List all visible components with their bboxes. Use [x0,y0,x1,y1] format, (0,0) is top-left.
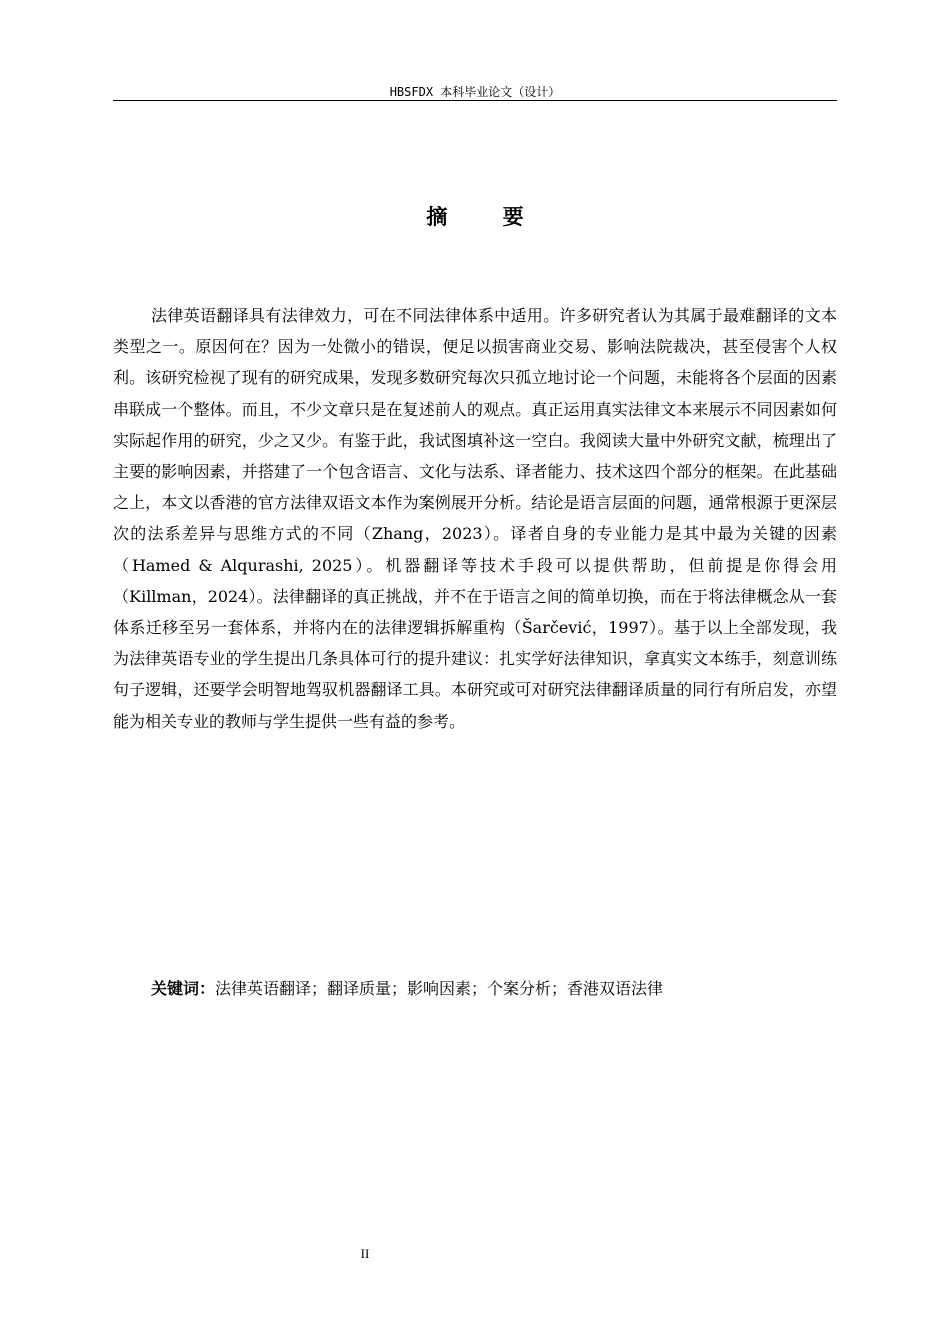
keywords-line [151,973,837,1004]
running-header: HBSFDX 本科毕业论文（设计） [389,85,561,99]
abstract-title: 摘 要 [426,205,548,229]
keywords-value: 法律英语翻译；翻译质量；影响因素；个案分析；香港双语法律 [215,979,664,998]
header-rule [113,100,837,101]
page-number: II [360,1246,370,1261]
abstract-body: 法律英语翻译具有法律效力，可在不同法律体系中适用。许多研究者认为其属于最难翻译的文本类型之一。原因何在？因为一处微小的错误，便足以损害商业交易、影响法院裁决，甚至侵害个人权利。该研究检视了现有的研究成果，发现多数研究每次只孤立地讨论一个问题，未能将各个层面的因素串联成一个整体。而且，不少文章只是在复述前人的观点。真正运用真实法律文本来展示不同因素如何实际起作用的研究，少之又少。有鉴于此，我试图填补这一空白。我阅读大量中外研究文献，梳理出了主要的影响因素，并搭建了一个包含语言、文化与法系、译者能力、技术这四个部分的框架。在此基础之上，本文以香港的官方法律双语文本作为案例展开分析。结论是语言层面的问题，通常根源于更深层次的法系差异与思维方式的不同（Zhang，2023）。译者自身的专业能力是其中最为关键的因素（Hamed & Alqurashi, 2025）。机器翻译等技术手段可以提供帮助，但前提是你得会用（Killman，2024）。法律翻译的真正挑战，并不在于语言之间的简单切换，而在于将法律概念从一套体系迁移至另一套体系，并将内在的法律逻辑拆解重构（Šarčević，1997）。基于以上全部发现，我为法律英语专业的学生提出几条具体可行的提升建议：扎实学好法律知识，拿真实文本练手，刻意训练句子逻辑，还要学会明智地驾驭机器翻译工具。本研究或可对研究法律翻译质量的同行有所启发，亦望能为相关专业的教师与学生提供一些有益的参考。 [113,306,837,731]
keywords-label: 关键词： [151,979,216,998]
